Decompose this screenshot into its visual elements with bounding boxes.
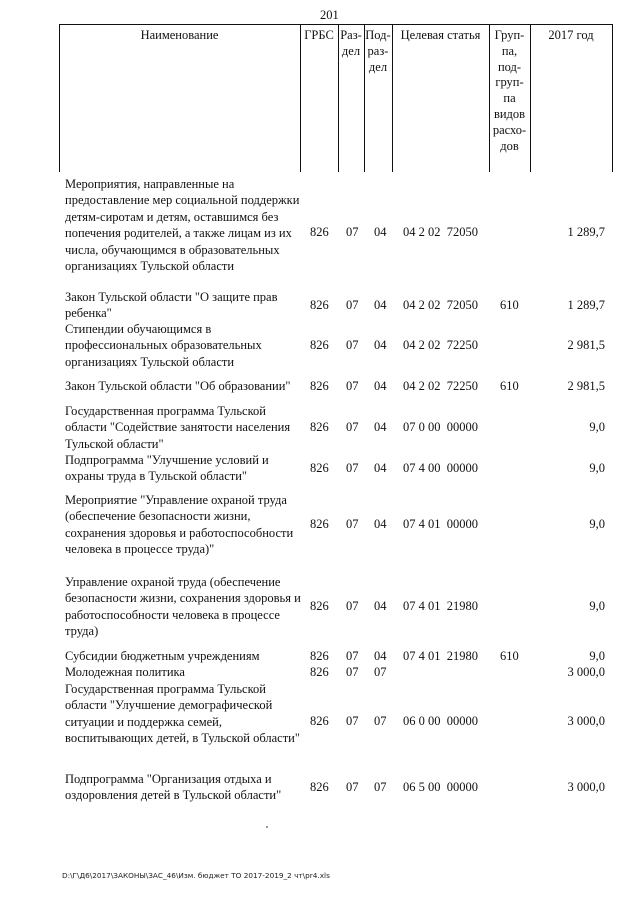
row-grbs: 826 <box>310 714 329 728</box>
row-statya: 07 4 01 21980 <box>403 649 478 663</box>
row-sum: 9,0 <box>589 461 605 475</box>
table-header <box>59 24 613 172</box>
header-statya: Целевая статья <box>400 28 481 42</box>
row-statya: 04 2 02 72050 <box>403 225 478 239</box>
row-name: Подпрограмма "Улучшение условий и охраны труда в Тульской области" <box>65 453 269 484</box>
row-statya: 04 2 02 72250 <box>403 338 478 352</box>
row-grbs: 826 <box>310 780 329 794</box>
row-podrazdel: 04 <box>374 420 387 434</box>
row-sum: 2 981,5 <box>567 379 605 393</box>
row-razdel: 07 <box>346 780 359 794</box>
row-statya: 07 4 01 21980 <box>403 599 478 613</box>
row-podrazdel: 04 <box>374 379 387 393</box>
scan-speck <box>266 826 268 828</box>
row-razdel: 07 <box>346 665 359 679</box>
row-gruppa: 610 <box>500 379 519 393</box>
header-divider <box>612 24 613 172</box>
row-sum: 2 981,5 <box>567 338 605 352</box>
row-podrazdel: 04 <box>374 649 387 663</box>
row-podrazdel: 07 <box>374 780 387 794</box>
row-sum: 1 289,7 <box>567 225 605 239</box>
row-grbs: 826 <box>310 649 329 663</box>
header-year: 2017 год <box>548 28 594 42</box>
row-grbs: 826 <box>310 665 329 679</box>
row-statya: 07 4 00 00000 <box>403 461 478 475</box>
row-razdel: 07 <box>346 649 359 663</box>
row-razdel: 07 <box>346 338 359 352</box>
row-grbs: 826 <box>310 420 329 434</box>
row-name: Подпрограмма "Организация отдыха и оздоровления детей в Тульской области" <box>65 772 282 803</box>
row-name: Государственная программа Тульской области "Содействие занятости населения Тульской области" <box>65 404 291 451</box>
row-statya: 06 0 00 00000 <box>403 714 478 728</box>
row-gruppa: 610 <box>500 649 519 663</box>
row-name: Субсидии бюджетным учреждениям <box>65 649 260 663</box>
row-name: Закон Тульской области "Об образовании" <box>65 379 291 393</box>
page-number: 201 <box>320 8 339 22</box>
row-statya: 07 0 00 00000 <box>403 420 478 434</box>
row-statya: 07 4 01 00000 <box>403 517 478 531</box>
row-razdel: 07 <box>346 420 359 434</box>
row-name: Государственная программа Тульской области "Улучшение демографической ситуации и поддержка семей, воспитывающих детей, в Тульской области" <box>65 682 300 746</box>
file-path-footer: D:\Г\Д6\2017\ЗАКОНЫ\ЗАС_46\Изм. бюджет ТО 2017-2019_2 чт\pr4.xls <box>62 871 330 880</box>
row-name: Стипендии обучающимся в профессиональных образовательных организациях Тульской области <box>65 322 262 369</box>
row-grbs: 826 <box>310 298 329 312</box>
header-grbs: ГРБС <box>304 28 334 42</box>
row-sum: 1 289,7 <box>567 298 605 312</box>
row-sum: 9,0 <box>589 599 605 613</box>
row-podrazdel: 04 <box>374 517 387 531</box>
row-statya: 04 2 02 72050 <box>403 298 478 312</box>
row-sum: 3 000,0 <box>567 780 605 794</box>
row-podrazdel: 07 <box>374 665 387 679</box>
row-razdel: 07 <box>346 225 359 239</box>
row-sum: 9,0 <box>589 649 605 663</box>
header-razdel: Раз- дел <box>340 28 362 58</box>
row-sum: 3 000,0 <box>567 714 605 728</box>
row-razdel: 07 <box>346 714 359 728</box>
row-podrazdel: 04 <box>374 225 387 239</box>
header-name: Наименование <box>140 28 219 42</box>
row-sum: 9,0 <box>589 517 605 531</box>
row-grbs: 826 <box>310 517 329 531</box>
row-razdel: 07 <box>346 599 359 613</box>
header-gruppa: Груп- па, под- груп- па видов расхо- дов <box>492 28 527 153</box>
row-grbs: 826 <box>310 225 329 239</box>
row-podrazdel: 04 <box>374 298 387 312</box>
row-podrazdel: 07 <box>374 714 387 728</box>
row-razdel: 07 <box>346 461 359 475</box>
row-name: Мероприятие "Управление охраной труда (обеспечение безопасности жизни, сохранения здоровья и работоспособности человека в процессе труда)" <box>65 493 294 557</box>
row-statya: 06 5 00 00000 <box>403 780 478 794</box>
row-sum: 3 000,0 <box>567 665 605 679</box>
row-statya: 04 2 02 72250 <box>403 379 478 393</box>
row-razdel: 07 <box>346 379 359 393</box>
row-gruppa: 610 <box>500 298 519 312</box>
row-sum: 9,0 <box>589 420 605 434</box>
row-name: Закон Тульской области "О защите прав ребенка" <box>65 290 278 321</box>
row-name: Управление охраной труда (обеспечение безопасности жизни, сохранения здоровья и работоспособности человека в процессе труда) <box>65 575 301 639</box>
row-podrazdel: 04 <box>374 599 387 613</box>
row-podrazdel: 04 <box>374 338 387 352</box>
row-grbs: 826 <box>310 461 329 475</box>
row-razdel: 07 <box>346 517 359 531</box>
row-razdel: 07 <box>346 298 359 312</box>
row-name: Молодежная политика <box>65 665 185 679</box>
row-grbs: 826 <box>310 379 329 393</box>
row-name: Мероприятия, направленные на предоставление мер социальной поддержки детям-сиротам и детям, оставшимся без попечения родителей, а также лицам из их числа, обучающимся в образовательных организациях Тульской области <box>65 177 300 274</box>
row-grbs: 826 <box>310 599 329 613</box>
header-podrazdel: Под- раз- дел <box>365 28 391 74</box>
row-grbs: 826 <box>310 338 329 352</box>
row-podrazdel: 04 <box>374 461 387 475</box>
